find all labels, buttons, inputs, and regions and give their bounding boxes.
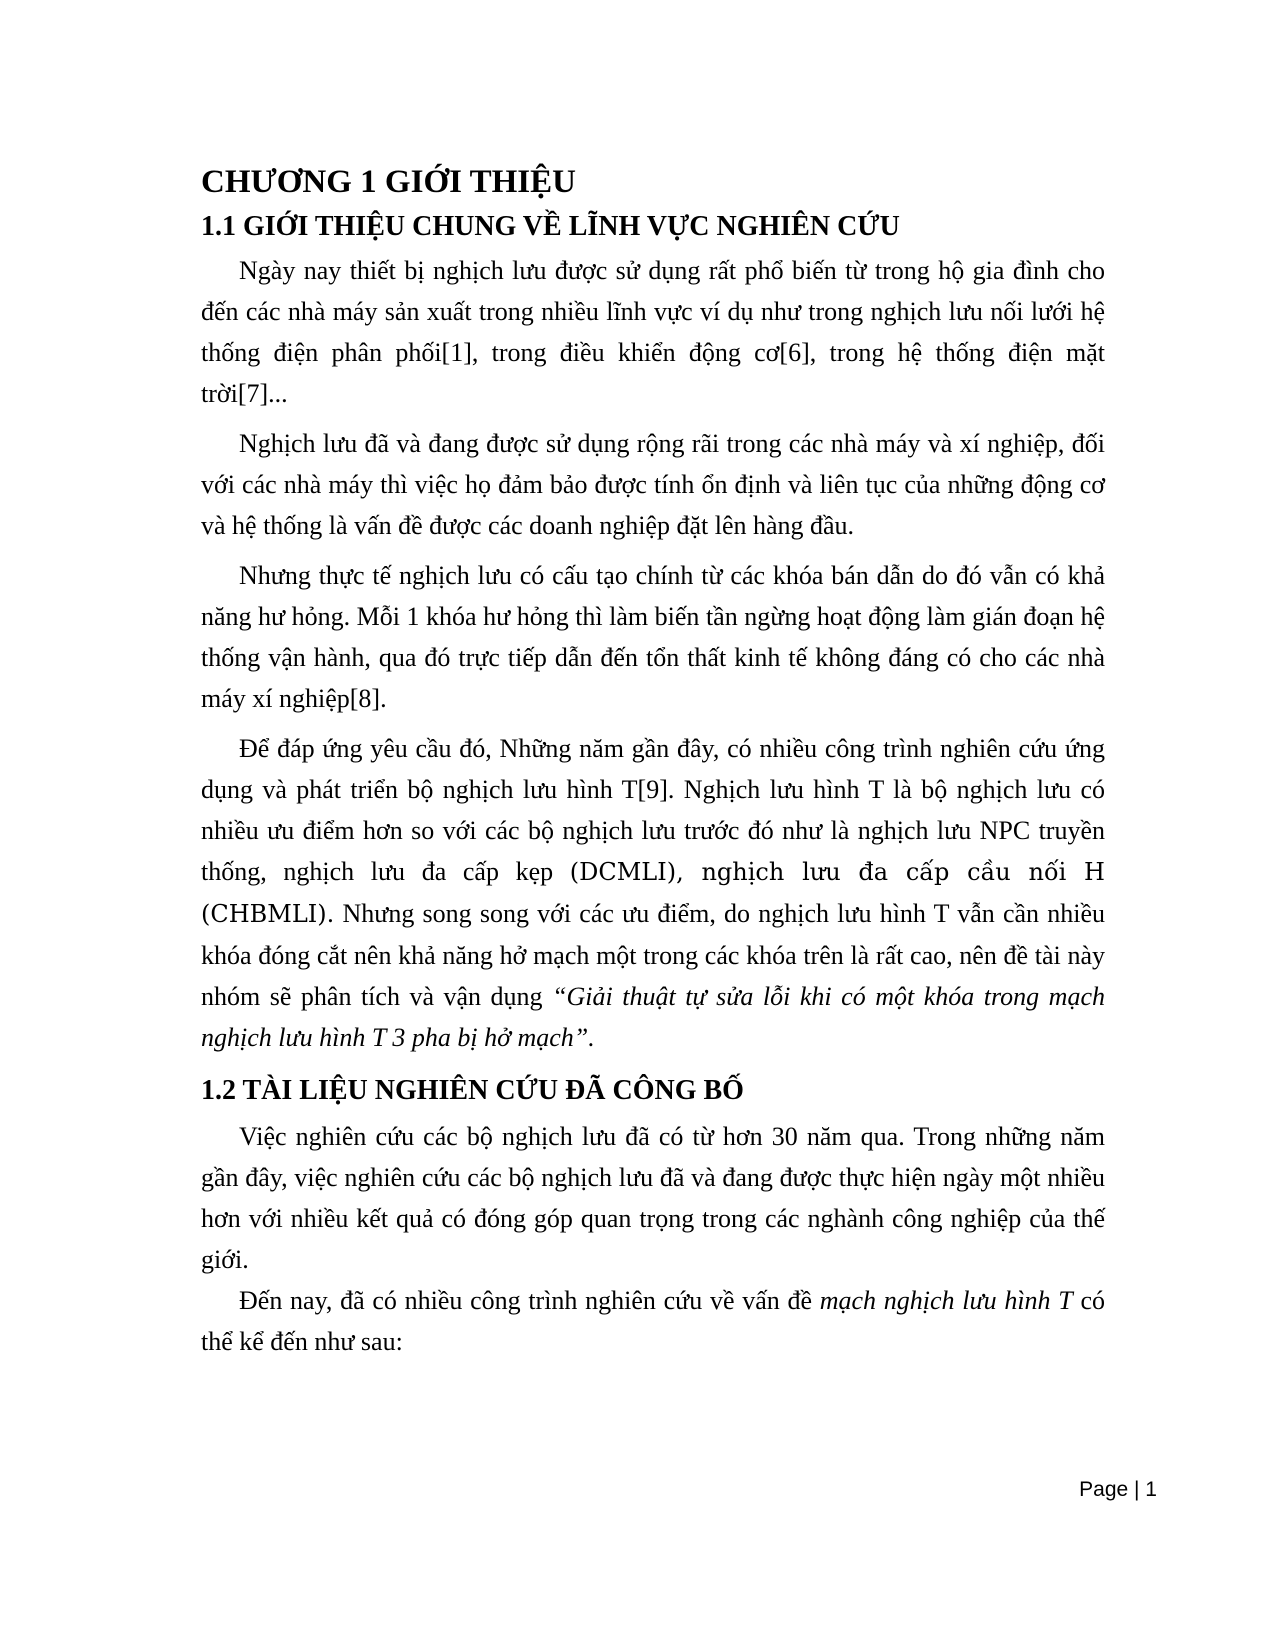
- text-run-topic-italic: mạch nghịch lưu hình T: [819, 1286, 1073, 1315]
- text-run: Để đáp ứng yêu cầu đó, Những năm gần đây, có nhiều công trình nghiên cứu ứng dụng và phát triển bộ nghịch lưu hình T[9]. Nghịch lưu hình T là bộ nghịch lưu có nhiều ưu điểm hơn so với các bộ nghịch lưu trước đó như là nghịch lưu NPC truyền thống, nghịch lưu đa cấp kẹp: [201, 734, 1105, 886]
- section-1-1-heading: 1.1 GIỚI THIỆU CHUNG VỀ LĨNH VỰC NGHIÊN CỨU: [201, 211, 900, 242]
- paragraph-research-list-intro: [201, 1280, 1105, 1362]
- text-run: có thể kể đến như sau:: [201, 1286, 1105, 1356]
- paragraph-failure-risk: Nhưng thực tế nghịch lưu có cấu tạo chính từ các khóa bán dẫn do đó vẫn có khả năng hư hỏng. Mỗi 1 khóa hư hỏng thì làm biến tần ngừng hoạt động làm gián đoạn hệ thống vận hành, qua đó trực tiếp dẫn đến tổn thất kinh tế không đáng có cho các nhà máy xí nghiệp[8].: [201, 561, 1105, 713]
- paragraph-intro-usage: Ngày nay thiết bị nghịch lưu được sử dụng rất phổ biến từ trong hộ gia đình cho đến các nhà máy sản xuất trong nhiều lĩnh vực ví dụ như trong nghịch lưu nối lưới hệ thống điện phân phối[1], trong điều khiển động cơ[6], trong hệ thống điện mặt trời[7]...: [201, 256, 1105, 408]
- text-run: Nhưng song song với các ưu điểm, do nghịch lưu hình T vẫn cần nhiều khóa đóng cắt nên khả năng hở mạch một trong các khóa trên là rất cao, nên đề tài này nhóm sẽ phân tích và vận dụng: [201, 899, 1105, 1011]
- section-1-2-heading: 1.2 TÀI LIỆU NGHIÊN CỨU ĐÃ CÔNG BỐ: [201, 1075, 744, 1106]
- chapter-title: CHƯƠNG 1 GIỚI THIỆU: [201, 164, 576, 200]
- document-content: [201, 162, 1105, 1371]
- text-run-thesis-title: “Giải thuật tự sửa lỗi khi có một khóa trong mạch nghịch lưu hình T 3 pha bị hở mạch”.: [201, 982, 1105, 1052]
- paragraph-factories: Nghịch lưu đã và đang được sử dụng rộng rãi trong các nhà máy và xí nghiệp, đối với các nhà máy thì việc họ đảm bảo được tính ổn định và liên tục của những động cơ và hệ thống là vấn đề được các doanh nghiệp đặt lên hàng đầu.: [201, 429, 1105, 540]
- page-number: Page | 1: [1079, 1478, 1157, 1501]
- paragraph-t-type-research: [201, 728, 1105, 1058]
- text-run-alt-font: (DCMLI), nghịch lưu đa cấp cầu nối H (CHBMLI).: [201, 858, 1105, 928]
- paragraph-research-history: Việc nghiên cứu các bộ nghịch lưu đã có từ hơn 30 năm qua. Trong những năm gần đây, việc nghiên cứu các bộ nghịch lưu đã và đang được thực hiện ngày một nhiều hơn với nhiều kết quả có đóng góp quan trọng trong các nghành công nghiệp của thế giới.: [201, 1122, 1105, 1274]
- text-run: Đến nay, đã có nhiều công trình nghiên cứu về vấn đề: [239, 1286, 820, 1315]
